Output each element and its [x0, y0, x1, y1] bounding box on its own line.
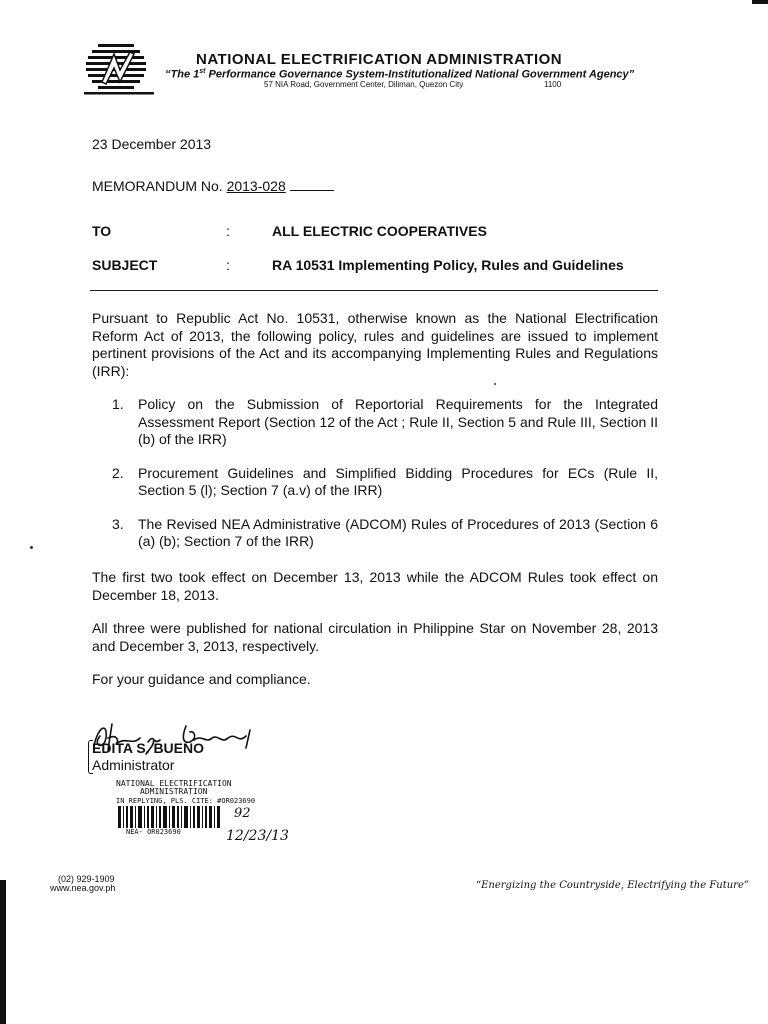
effectivity-paragraph: The first two took effect on December 13, 2013 while the ADCOM Rules took effect on December 18, 2013.: [92, 569, 658, 603]
org-zip: 1100: [544, 80, 562, 89]
barcode-label: NEA- OR023690: [126, 828, 181, 836]
subject-label: SUBJECT: [92, 257, 158, 273]
signatory-name: EDITA S. BUENO: [92, 740, 205, 756]
intro-paragraph: Pursuant to Republic Act No. 10531, otherwise known as the National Electrification Reform Act of 2013, the following policy, rules and guidelines are issued to implement pertinent provisions of the Act and its accompanying Implementing Rules and Regulations (IRR):: [92, 310, 658, 379]
stamp-reference: IN REPLYING, PLS. CITE: #OR023690: [116, 797, 256, 805]
org-address: 57 NIA Road, Government Center, Diliman, Quezon City: [264, 80, 464, 89]
scan-speck: [494, 383, 496, 385]
publication-paragraph: All three were published for national circulation in Philippine Star on November 28, 2013 and December 3, 2013, respectively.: [92, 620, 658, 654]
nea-logo-icon: [84, 40, 156, 96]
signatory-title: Administrator: [92, 757, 175, 773]
memo-number-line: [92, 178, 334, 194]
header-divider: [90, 290, 658, 291]
stamp-org-line2: ADMINISTRATION: [140, 787, 208, 796]
to-colon: :: [226, 223, 230, 239]
subject-value: RA 10531 Implementing Policy, Rules and Guidelines: [272, 257, 624, 273]
scan-speck: [30, 546, 33, 549]
scan-edge-shadow: [0, 880, 6, 1024]
list-item: 3. The Revised NEA Administrative (ADCOM) Rules of Procedures of 2013 (Section 6 (a) (b); Section 7 of the IRR): [112, 515, 658, 549]
list-item: 1. Policy on the Submission of Reportorial Requirements for the Integrated Assessment Report (Section 12 of the Act ; Rule II, Section 5 and Rule III, Section II (b) of the IRR): [112, 396, 658, 447]
memo-label: MEMORANDUM No.: [92, 178, 223, 194]
to-value: ALL ELECTRIC COOPERATIVES: [272, 223, 487, 239]
subject-colon: :: [226, 257, 230, 273]
handwritten-initial: 92: [234, 806, 251, 821]
issuance-list: [112, 396, 658, 567]
scan-corner-mark: [752, 0, 768, 4]
memo-number: 2013-028: [226, 178, 286, 194]
guidance-paragraph: For your guidance and compliance.: [92, 671, 311, 687]
handwritten-date: 12/23/13: [226, 828, 289, 844]
stamp-org-line1: NATIONAL ELECTRIFICATION: [116, 779, 232, 788]
to-label: TO: [92, 223, 112, 239]
footer-motto: “Energizing the Countryside, Electrifying the Future”: [476, 880, 749, 891]
memo-date: 23 December 2013: [92, 136, 212, 152]
footer-phone: (02) 929-1909: [58, 874, 115, 884]
org-name: NATIONAL ELECTRIFICATION ADMINISTRATION: [196, 51, 563, 68]
org-tagline: “The 1st Performance Governance System-Institutionalized National Government Agency”: [165, 68, 635, 81]
list-item: 2. Procurement Guidelines and Simplified Bidding Procedures for ECs (Rule II, Section 5 (l); Section 7 (a.v) of the IRR): [112, 464, 658, 498]
footer-website: www.nea.gov.ph: [50, 883, 116, 893]
memo-number-blank: [290, 190, 334, 191]
